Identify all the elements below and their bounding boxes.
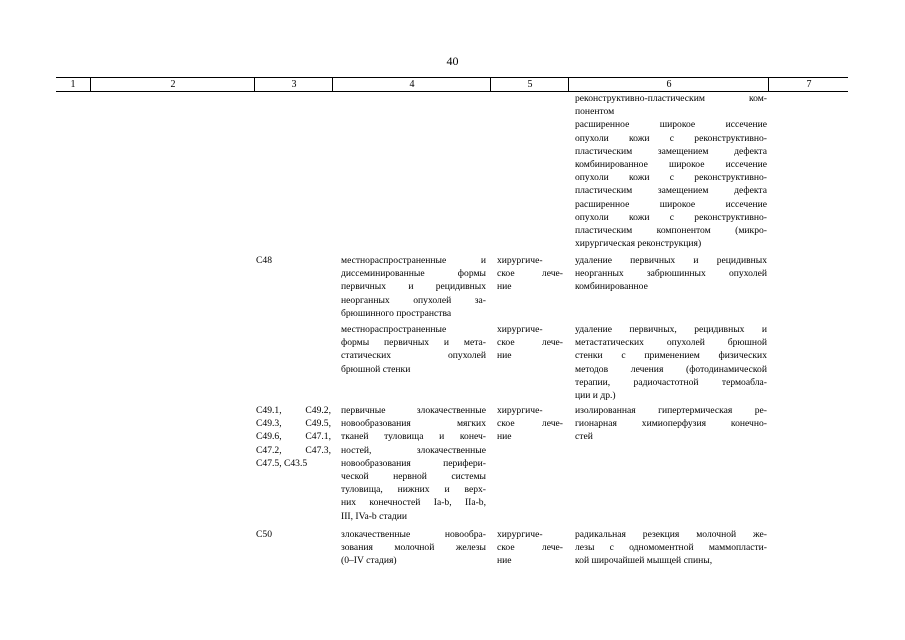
cell-line: кой широчайшей мышцей спины, — [575, 555, 713, 567]
cell-line: хирургическая реконструкция) — [575, 238, 702, 250]
cell-line: хирургиче- — [497, 405, 543, 416]
cell-line: опухоли кожи с реконструктивно- — [575, 211, 767, 223]
code-cell — [256, 528, 331, 541]
cell-line: тканей туловища и конеч- — [341, 431, 486, 443]
cell-line: радикальная резекция молочной же- — [575, 529, 767, 540]
cell-line: C47.2, C47.3, — [256, 444, 331, 456]
cell-line: ции и др.) — [575, 390, 616, 402]
cell-line: понентом — [575, 106, 615, 118]
cell-line: ское лече- — [497, 418, 563, 430]
diagnosis-cell — [341, 404, 486, 523]
cell-line: (0–IV стадия) — [341, 555, 397, 567]
cell-line: диссеминированные формы — [341, 268, 486, 280]
cell-line: ностей, злокачественные — [341, 444, 486, 456]
cell-line: формы первичных и мета- — [341, 337, 486, 349]
cell-line: местнораспространенные — [341, 324, 447, 335]
cell-line: комбинированное широкое иссечение — [575, 159, 767, 171]
cell-line: изолированная гипертермическая ре- — [575, 405, 767, 416]
cell-line: первичные злокачественные — [341, 405, 486, 416]
cell-line: C47.5, C43.5 — [256, 457, 308, 469]
cell-line: них конечностей Ia-b, IIa-b, — [341, 497, 486, 509]
treatment-cell — [497, 404, 563, 444]
cell-line: удаление первичных, рецидивных и — [575, 324, 767, 335]
cell-line: ние — [497, 350, 512, 362]
diagnosis-cell — [341, 254, 486, 320]
cell-line: гионарная химиоперфузия конечно- — [575, 418, 767, 430]
cell-line: хирургиче- — [497, 324, 543, 335]
page-number: 40 — [446, 54, 459, 68]
treatment-cell — [497, 323, 563, 363]
method-cell — [575, 404, 767, 444]
cell-line: ние — [497, 555, 512, 567]
cell-line: ние — [497, 431, 512, 443]
cell-line: неорганных опухолей за- — [341, 294, 486, 306]
diagnosis-cell — [341, 323, 486, 376]
cell-line: опухоли кожи с реконструктивно- — [575, 132, 767, 144]
cell-line: стенки с применением физических — [575, 350, 767, 362]
cell-line: хирургиче- — [497, 529, 543, 540]
cell-line: новообразования мягких — [341, 418, 486, 430]
treatment-cell — [497, 254, 563, 294]
cell-line: III, IVa-b стадии — [341, 510, 408, 522]
cell-line: C49.1, C49.2, — [256, 405, 331, 416]
cell-line: пластическим компонентом (микро- — [575, 225, 767, 237]
cell-line: терапии, радиочастотной термоабла- — [575, 376, 767, 388]
header-col-6: 6 — [568, 78, 769, 91]
cell-line: брюшинного пространства — [341, 307, 452, 319]
cell-line: стей — [575, 431, 593, 443]
header-col-2: 2 — [90, 78, 255, 91]
cell-line: туловища, нижних и верх- — [341, 484, 486, 496]
header-col-1: 1 — [70, 79, 76, 90]
continuation-method-cell — [575, 92, 767, 250]
cell-line: первичных и рецидивных — [341, 281, 486, 293]
cell-line: C48 — [256, 255, 272, 266]
cell-line: реконструктивно-пластическим ком- — [575, 93, 767, 104]
diagnosis-cell — [341, 528, 486, 568]
cell-line: удаление первичных и рецидивных — [575, 255, 767, 266]
header-col-7: 7 — [768, 78, 849, 91]
method-cell — [575, 254, 767, 294]
cell-line: пластическим замещением дефекта — [575, 185, 767, 197]
cell-line: комбинированное — [575, 281, 648, 293]
method-cell — [575, 528, 767, 568]
treatment-cell — [497, 528, 563, 568]
cell-line: метастатических опухолей брюшной — [575, 337, 767, 349]
cell-line: местнораспространенные и — [341, 255, 486, 266]
cell-line: хирургиче- — [497, 255, 543, 266]
cell-line: методов лечения (фотодинамической — [575, 363, 767, 375]
cell-line: расширенное широкое иссечение — [575, 119, 767, 131]
table-header — [56, 77, 848, 92]
cell-line: ское лече- — [497, 268, 563, 280]
cell-line: ние — [497, 281, 512, 293]
cell-line: C49.3, C49.5, — [256, 418, 331, 430]
cell-line: опухоли кожи с реконструктивно- — [575, 172, 767, 184]
code-cell — [256, 404, 331, 470]
cell-line: новообразования перифери- — [341, 457, 486, 469]
cell-line: зования молочной железы — [341, 542, 486, 554]
cell-line: ское лече- — [497, 542, 563, 554]
cell-line: C49.6, C47.1, — [256, 431, 331, 443]
cell-line: ское лече- — [497, 337, 563, 349]
cell-line: брюшной стенки — [341, 363, 411, 375]
cell-line: пластическим замещением дефекта — [575, 145, 767, 157]
header-col-4: 4 — [332, 78, 491, 91]
cell-line: C50 — [256, 529, 272, 540]
method-cell — [575, 323, 767, 402]
cell-line: ческой нервной системы — [341, 471, 486, 483]
header-col-3: 3 — [254, 78, 333, 91]
cell-line: злокачественные новообра- — [341, 529, 486, 540]
cell-line: неорганных забрюшинных опухолей — [575, 268, 767, 280]
cell-line: статических опухолей — [341, 350, 486, 362]
cell-line: расширенное широкое иссечение — [575, 198, 767, 210]
cell-line: лезы с одномоментной маммопласти- — [575, 542, 767, 554]
code-cell — [256, 254, 331, 267]
header-col-5: 5 — [490, 78, 569, 91]
